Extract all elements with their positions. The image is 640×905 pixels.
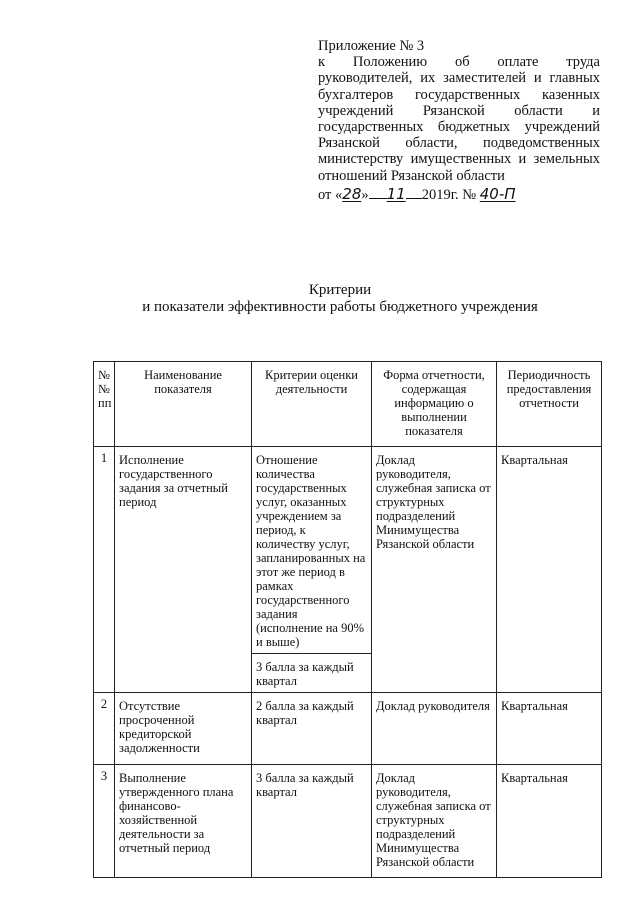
row-criteria: Отношение количества государственных услуг, оказанных учреждением за период, к количеству услуг, запланированных на этот же период в рамках государственного задания (исполнение на 90% и выше) — [252, 447, 372, 654]
table-header-row — [94, 362, 602, 447]
row-period: Квартальная — [497, 447, 602, 693]
appendix-title: Приложение № 3 — [318, 38, 425, 54]
handwritten-day: 28 — [342, 184, 362, 203]
row-period: Квартальная — [497, 765, 602, 878]
criteria-table — [93, 361, 602, 878]
date-prefix: от « — [318, 186, 343, 203]
blank-line — [369, 186, 387, 199]
row-period: Квартальная — [497, 693, 602, 765]
date-year: 2019г. № — [421, 186, 477, 203]
date-quote-close: » — [361, 186, 369, 203]
row-name: Исполнение государственного задания за отчетный период — [115, 447, 252, 693]
heading-line-1: Критерии — [308, 282, 372, 298]
document-heading — [40, 282, 640, 316]
row-form: Доклад руководителя, служебная записка от структурных подразделений Минимущества Рязанской области — [372, 765, 497, 878]
row-num: 2 — [94, 693, 115, 765]
row-name: Выполнение утвержденного плана финансово-хозяйственной деятельности за отчетный период — [115, 765, 252, 878]
row-name: Отсутствие просроченной кредиторской задолженности — [115, 693, 252, 765]
row-criteria: 3 балла за каждый квартал — [252, 765, 372, 878]
row-form: Доклад руководителя — [372, 693, 497, 765]
row-num: 3 — [94, 765, 115, 878]
row-criteria: 2 балла за каждый квартал — [252, 693, 372, 765]
appendix-date-line — [318, 186, 600, 203]
row-form: Доклад руководителя, служебная записка от структурных подразделений Минимущества Рязанской области — [372, 447, 497, 693]
row-criteria-score: 3 балла за каждый квартал — [252, 654, 372, 693]
blank-line — [406, 186, 422, 199]
handwritten-month: 11 — [386, 184, 406, 203]
row-num: 1 — [94, 447, 115, 693]
heading-line-2: и показатели эффективности работы бюджетного учреждения — [142, 299, 538, 315]
appendix-body: к Положению об оплате труда руководителей, их заместителей и главных бухгалтеров государственных казенных учреждений Рязанской области и государственных бюджетных учреждений Рязанской области, подведомственных министерству имущественных и земельных отношений Рязанской области — [318, 54, 600, 184]
header-criteria: Критерии оценки деятельности — [252, 362, 372, 447]
header-name: Наименование показателя — [115, 362, 252, 447]
header-num: № № пп — [94, 362, 115, 447]
header-period: Периодичность предоставления отчетности — [497, 362, 602, 447]
header-form: Форма отчетности, содержащая информацию о выполнении показателя — [372, 362, 497, 447]
table-row — [94, 447, 602, 654]
table-row — [94, 765, 602, 878]
handwritten-number: 40-П — [479, 184, 516, 203]
table-row — [94, 693, 602, 765]
appendix-block — [318, 38, 600, 203]
